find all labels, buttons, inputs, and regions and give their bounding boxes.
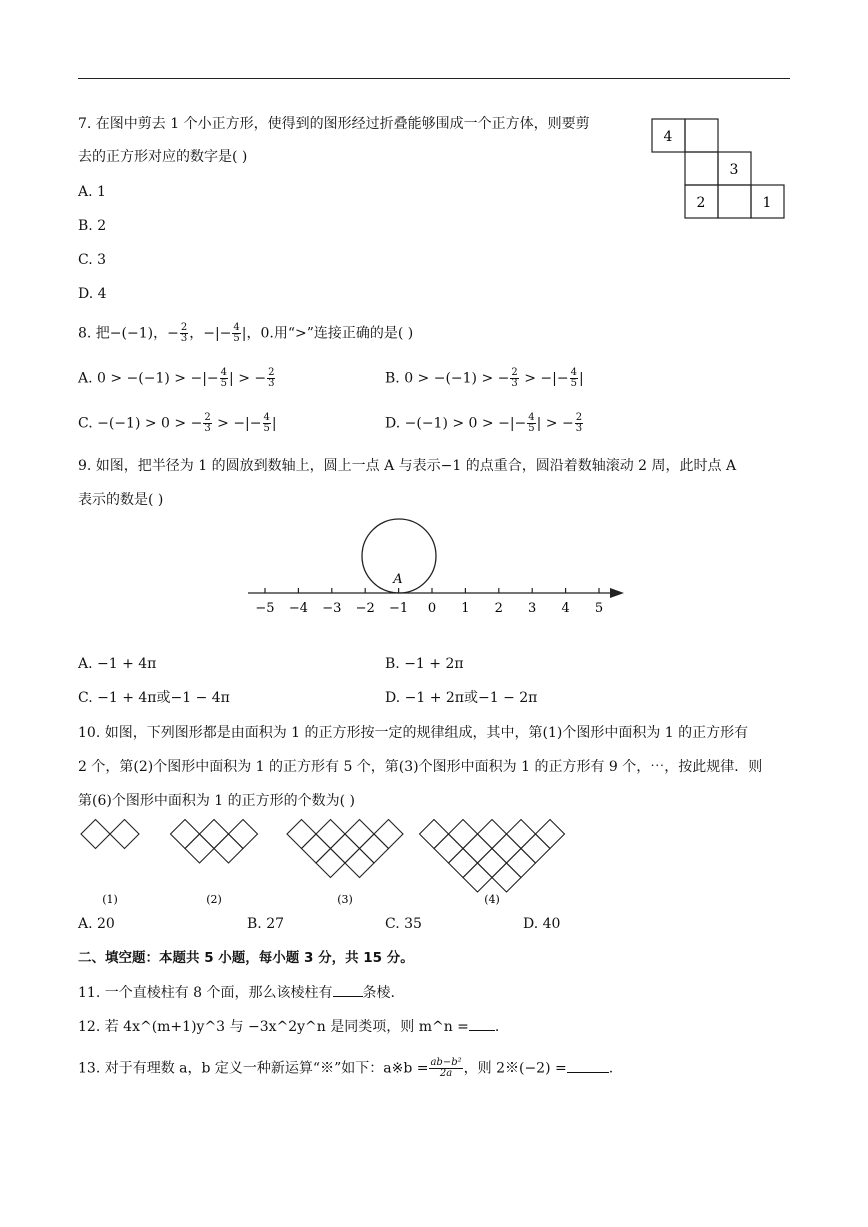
net-label-1: 1 bbox=[762, 195, 772, 211]
q10-option-b[interactable]: B. 27 bbox=[247, 916, 285, 932]
unit-square bbox=[492, 863, 521, 892]
unit-square bbox=[200, 820, 229, 849]
tick-label: −5 bbox=[255, 601, 275, 616]
q9-line1: 9. 如图，把半径为 1 的圆放到数轴上，圆上一点 A 与表示−1 的点重合，圆沿着数轴滚动 2 周，此时点 A bbox=[78, 458, 737, 474]
tick-label: 0 bbox=[427, 601, 437, 616]
q8-stem: 8. 把−(−1)，− $\frac{2}{3}$ ，−|− $\frac{4}{5}$ |，0.用“>”连接正确的是( ) bbox=[78, 322, 414, 344]
tick-label: −2 bbox=[355, 601, 375, 616]
point-a-label: A bbox=[393, 572, 403, 587]
unit-square bbox=[345, 849, 374, 878]
header-rule bbox=[78, 78, 790, 79]
figure-label-1: (1) bbox=[102, 893, 118, 906]
tick-label: 4 bbox=[561, 601, 570, 616]
q10-option-a[interactable]: A. 20 bbox=[78, 916, 115, 932]
q8-option-b[interactable]: B. 0 > −(−1) > − $\frac{2}{3}$ > −|− $\frac{4}{5}$ | bbox=[385, 367, 584, 389]
q7-line2: 去的正方形对应的数字是( ) bbox=[78, 149, 248, 165]
q10-line1: 10. 如图，下列图形都是由面积为 1 的正方形按一定的规律组成，其中，第(1)个图形中面积为 1 的正方形有 bbox=[78, 725, 749, 741]
net-label-4: 4 bbox=[663, 129, 673, 145]
q10-line2: 2 个，第(2)个图形中面积为 1 的正方形有 5 个，第(3)个图形中面积为 1 的正方形有 9 个，⋯，按此规律．则 bbox=[78, 759, 763, 775]
q10-option-c[interactable]: C. 35 bbox=[385, 916, 422, 932]
axis-arrow bbox=[610, 588, 624, 598]
unit-square bbox=[521, 834, 550, 863]
tick-label: 3 bbox=[528, 601, 537, 616]
unit-square bbox=[463, 863, 492, 892]
tick-label: 2 bbox=[494, 601, 503, 616]
unit-square bbox=[434, 834, 463, 863]
q13-answer-blank[interactable] bbox=[567, 1060, 609, 1073]
unit-square bbox=[214, 834, 243, 863]
tick-label: −4 bbox=[288, 601, 308, 616]
q9-option-d[interactable]: D. −1 + 2π或−1 − 2π bbox=[385, 690, 538, 706]
q7-option-d[interactable]: D. 4 bbox=[78, 286, 107, 302]
q8-option-c[interactable]: C. −(−1) > 0 > − $\frac{2}{3}$ > −|− $\frac{4}{5}$ | bbox=[78, 412, 277, 434]
unit-square bbox=[287, 820, 316, 849]
unit-square bbox=[81, 820, 110, 849]
q9-line2: 表示的数是( ) bbox=[78, 492, 164, 508]
q12-answer-blank[interactable] bbox=[469, 1018, 495, 1031]
figure-label-4: (4) bbox=[484, 893, 500, 906]
unit-square bbox=[360, 834, 389, 863]
unit-square bbox=[302, 834, 331, 863]
q10-line3: 第(6)个图形中面积为 1 的正方形的个数为( ) bbox=[78, 793, 356, 809]
section-heading: 二、填空题：本题共 5 小题，每小题 3 分，共 15 分。 bbox=[78, 950, 414, 966]
q12-text: 12. 若 4x^(m+1)y^3 与 −3x^2y^n 是同类项，则 m^n = . bbox=[78, 1019, 500, 1035]
unit-square bbox=[420, 820, 449, 849]
unit-square bbox=[110, 820, 139, 849]
unit-square bbox=[536, 820, 565, 849]
unit-square bbox=[449, 849, 478, 878]
unit-square bbox=[185, 834, 214, 863]
unit-square bbox=[229, 820, 258, 849]
unit-square bbox=[316, 849, 345, 878]
q13-text: 13. 对于有理数 a，b 定义一种新运算“※”如下：a※b = $\frac{\text{ab−b²}}{2a}$ ，则 2※(−2) = . bbox=[78, 1057, 614, 1079]
q11-answer-blank[interactable] bbox=[333, 984, 363, 997]
figure-label-3: (3) bbox=[337, 893, 353, 906]
q7-option-a[interactable]: A. 1 bbox=[78, 184, 106, 200]
q9-option-a[interactable]: A. −1 + 4π bbox=[78, 656, 157, 672]
q11-text: 11. 一个直棱柱有 8 个面，那么该棱柱有 条棱. bbox=[78, 985, 395, 1001]
q8-option-d[interactable]: D. −(−1) > 0 > −|− $\frac{4}{5}$ | > − $\frac{2}{3}$ bbox=[385, 412, 583, 434]
q8-option-a[interactable]: A. 0 > −(−1) > −|− $\frac{4}{5}$ | > − $\frac{2}{3}$ bbox=[78, 367, 275, 389]
unit-square bbox=[345, 820, 374, 849]
net-label-3: 3 bbox=[729, 162, 739, 178]
q10-pattern-figures bbox=[70, 812, 580, 912]
q7-option-b[interactable]: B. 2 bbox=[78, 218, 107, 234]
net-label-2: 2 bbox=[696, 195, 706, 211]
q10-option-d[interactable]: D. 40 bbox=[523, 916, 561, 932]
unit-square bbox=[171, 820, 200, 849]
tick-label: 1 bbox=[461, 601, 470, 616]
unit-square bbox=[331, 834, 360, 863]
q7-cube-net-figure bbox=[650, 117, 788, 221]
tick-label: −1 bbox=[389, 601, 409, 616]
unit-square bbox=[478, 820, 507, 849]
unit-square bbox=[507, 849, 536, 878]
unit-square bbox=[463, 834, 492, 863]
unit-square bbox=[374, 820, 403, 849]
q7-line1: 7. 在图中剪去 1 个小正方形，使得到的图形经过折叠能够围成一个正方体，则要剪 bbox=[78, 116, 590, 132]
q9-option-b[interactable]: B. −1 + 2π bbox=[385, 656, 464, 672]
unit-square bbox=[449, 820, 478, 849]
unit-square bbox=[507, 820, 536, 849]
unit-square bbox=[492, 834, 521, 863]
figure-label-2: (2) bbox=[206, 893, 222, 906]
unit-square bbox=[478, 849, 507, 878]
q7-option-c[interactable]: C. 3 bbox=[78, 252, 107, 268]
unit-square bbox=[316, 820, 345, 849]
q9-number-line-figure bbox=[240, 515, 630, 620]
q9-option-c[interactable]: C. −1 + 4π或−1 − 4π bbox=[78, 690, 230, 706]
tick-label: −3 bbox=[322, 601, 342, 616]
tick-label: 5 bbox=[594, 601, 604, 616]
